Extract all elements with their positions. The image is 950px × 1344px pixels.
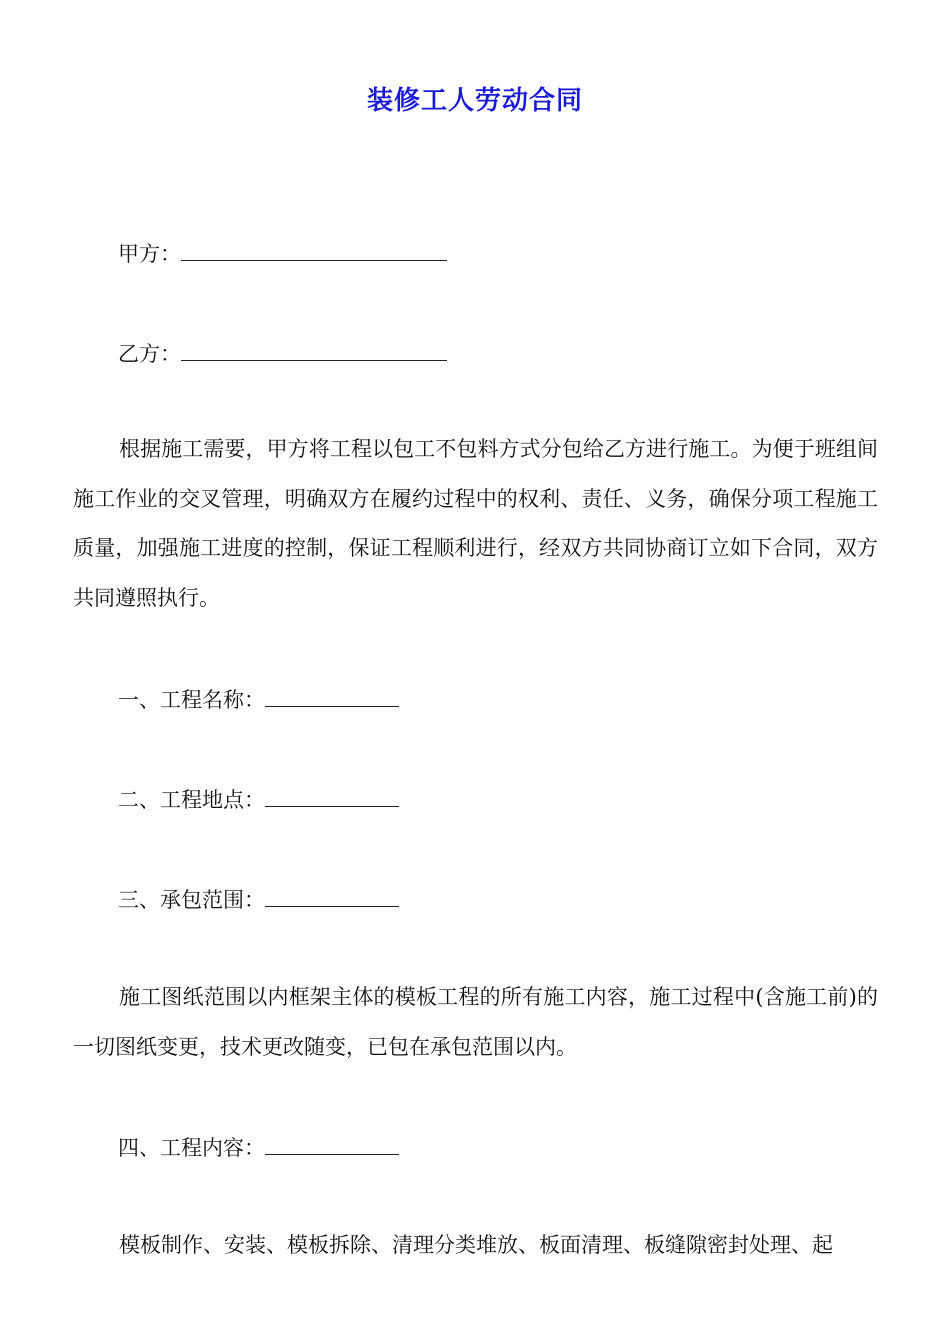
item2-line — [118, 784, 399, 815]
party-b-line — [118, 338, 447, 369]
party-a-label: 甲方： — [118, 242, 181, 266]
party-b-label: 乙方： — [118, 342, 181, 366]
contract-scope-label: 三、承包范围： — [118, 888, 265, 912]
project-name-blank — [265, 684, 399, 707]
item1-line — [118, 684, 399, 715]
party-a-blank — [181, 238, 447, 261]
intro-paragraph: 根据施工需要，甲方将工程以包工不包料方式分包给乙方进行施工。为便于班组间施工作业的交叉管理，明确双方在履约过程中的权利、责任、义务，确保分项工程施工质量，加强施工进度的控制，保证工程顺利进行，经双方共同协商订立如下合同，双方共同遵照执行。 — [73, 437, 878, 610]
document-title: 装修工人劳动合同 — [366, 86, 583, 116]
item3-line — [118, 884, 399, 915]
project-content-blank — [265, 1132, 399, 1155]
party-a-line — [118, 238, 447, 269]
content-paragraph: 模板制作、安装、模板拆除、清理分类堆放、板面清理、板缝隙密封处理、起 — [119, 1233, 833, 1257]
project-content-label: 四、工程内容： — [118, 1136, 265, 1160]
project-location-label: 二、工程地点： — [118, 788, 265, 812]
scope-paragraph: 施工图纸范围以内框架主体的模板工程的所有施工内容，施工过程中(含施工前)的一切图纸变更，技术更改随变，已包在承包范围以内。 — [73, 985, 878, 1059]
item4-line — [118, 1132, 399, 1163]
project-location-blank — [265, 784, 399, 807]
party-b-blank — [181, 338, 447, 361]
project-name-label: 一、工程名称： — [118, 688, 265, 712]
contract-scope-blank — [265, 884, 399, 907]
